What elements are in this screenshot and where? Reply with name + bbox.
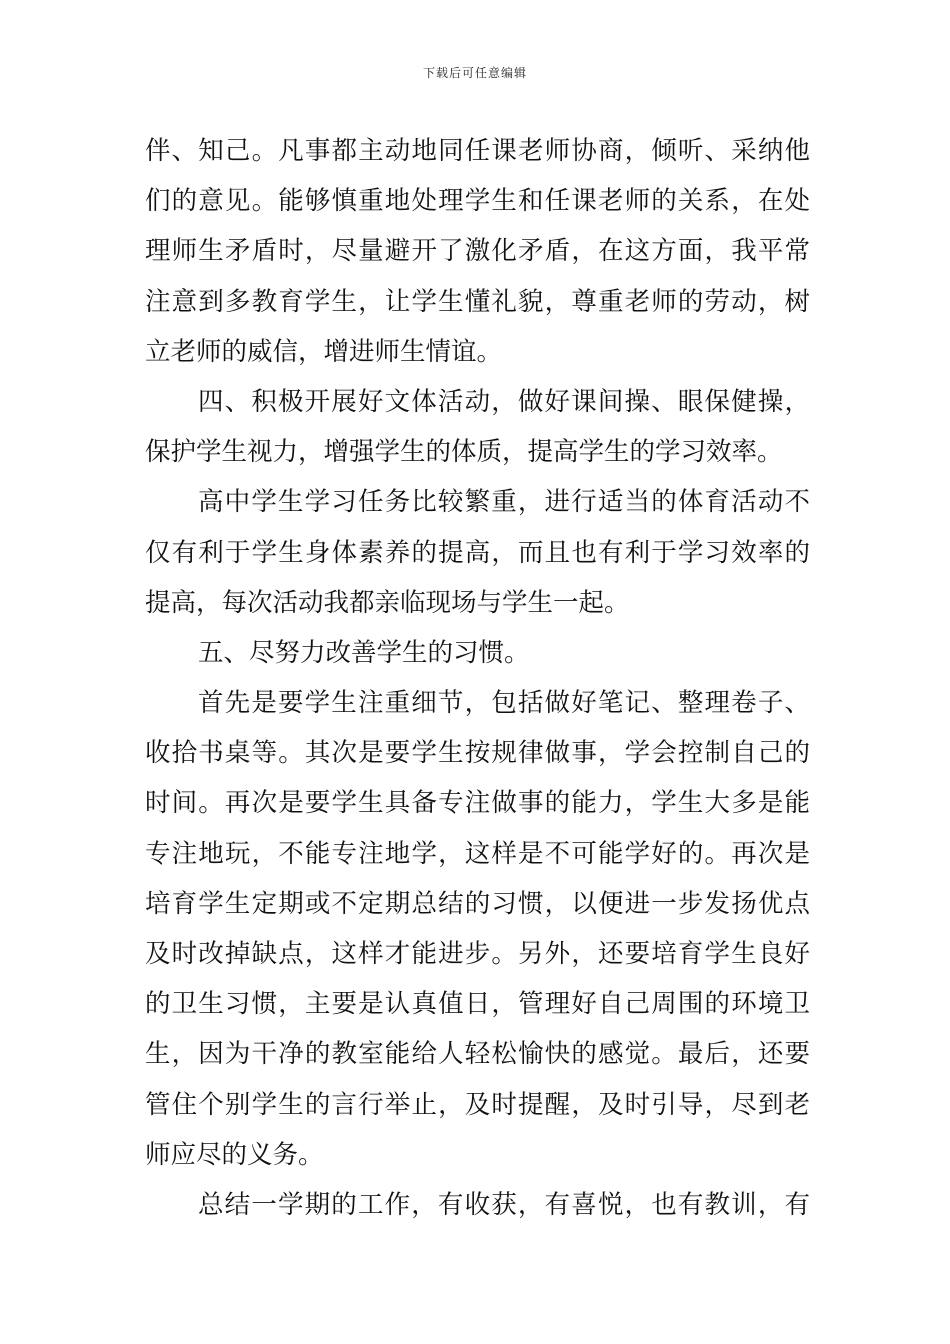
text-line: 五、尽努力改善学生的习惯。 — [198, 637, 530, 668]
text-line: 立老师的威信，增进师生情谊。 — [145, 336, 503, 367]
text-line: 时间。再次是要学生具备专注做事的能力，学生大多是能 — [145, 788, 810, 819]
text-line: 首先是要学生注重细节，包括做好笔记、整理卷子、 — [198, 688, 810, 719]
text-line: 伴、知己。凡事都主动地同任课老师协商，倾听、采纳他 — [145, 136, 810, 166]
text-line: 们的意见。能够慎重地处理学生和任课老师的关系，在处 — [145, 186, 810, 217]
text-line: 生，因为干净的教室能给人轻松愉快的感觉。最后，还要 — [145, 1039, 810, 1070]
text-line: 总结一学期的工作，有收获，有喜悦，也有教训，有 — [198, 1189, 810, 1220]
document-body — [145, 126, 810, 1230]
text-line: 的卫生习惯，主要是认真值日，管理好自己周围的环境卫 — [145, 989, 810, 1020]
text-line: 提高，每次活动我都亲临现场与学生一起。 — [145, 587, 630, 618]
page-header: 下载后可任意编辑 — [422, 66, 527, 80]
text-line: 收拾书桌等。其次是要学生按规律做事，学会控制自己的 — [145, 738, 810, 769]
text-line: 理师生矛盾时，尽量避开了激化矛盾，在这方面，我平常 — [145, 236, 810, 267]
text-line: 及时改掉缺点，这样才能进步。另外，还要培育学生良好 — [145, 939, 810, 969]
text-line: 培育学生定期或不定期总结的习惯，以便进一步发扬优点 — [145, 888, 810, 919]
text-line: 师应尽的义务。 — [145, 1139, 324, 1170]
text-line: 注意到多教育学生，让学生懂礼貌，尊重老师的劳动，树 — [145, 286, 810, 317]
text-line: 四、积极开展好文体活动，做好课间操、眼保健操， — [198, 386, 810, 417]
text-line: 保护学生视力，增强学生的体质，提高学生的学习效率。 — [145, 437, 783, 468]
text-line: 管住个别学生的言行举止，及时提醒，及时引导，尽到老 — [145, 1089, 810, 1120]
text-line: 仅有利于学生身体素养的提高，而且也有利于学习效率的 — [145, 537, 810, 568]
text-line: 专注地玩，不能专注地学，这样是不可能学好的。再次是 — [145, 838, 810, 869]
text-line: 高中学生学习任务比较繁重，进行适当的体育活动不 — [198, 487, 810, 518]
